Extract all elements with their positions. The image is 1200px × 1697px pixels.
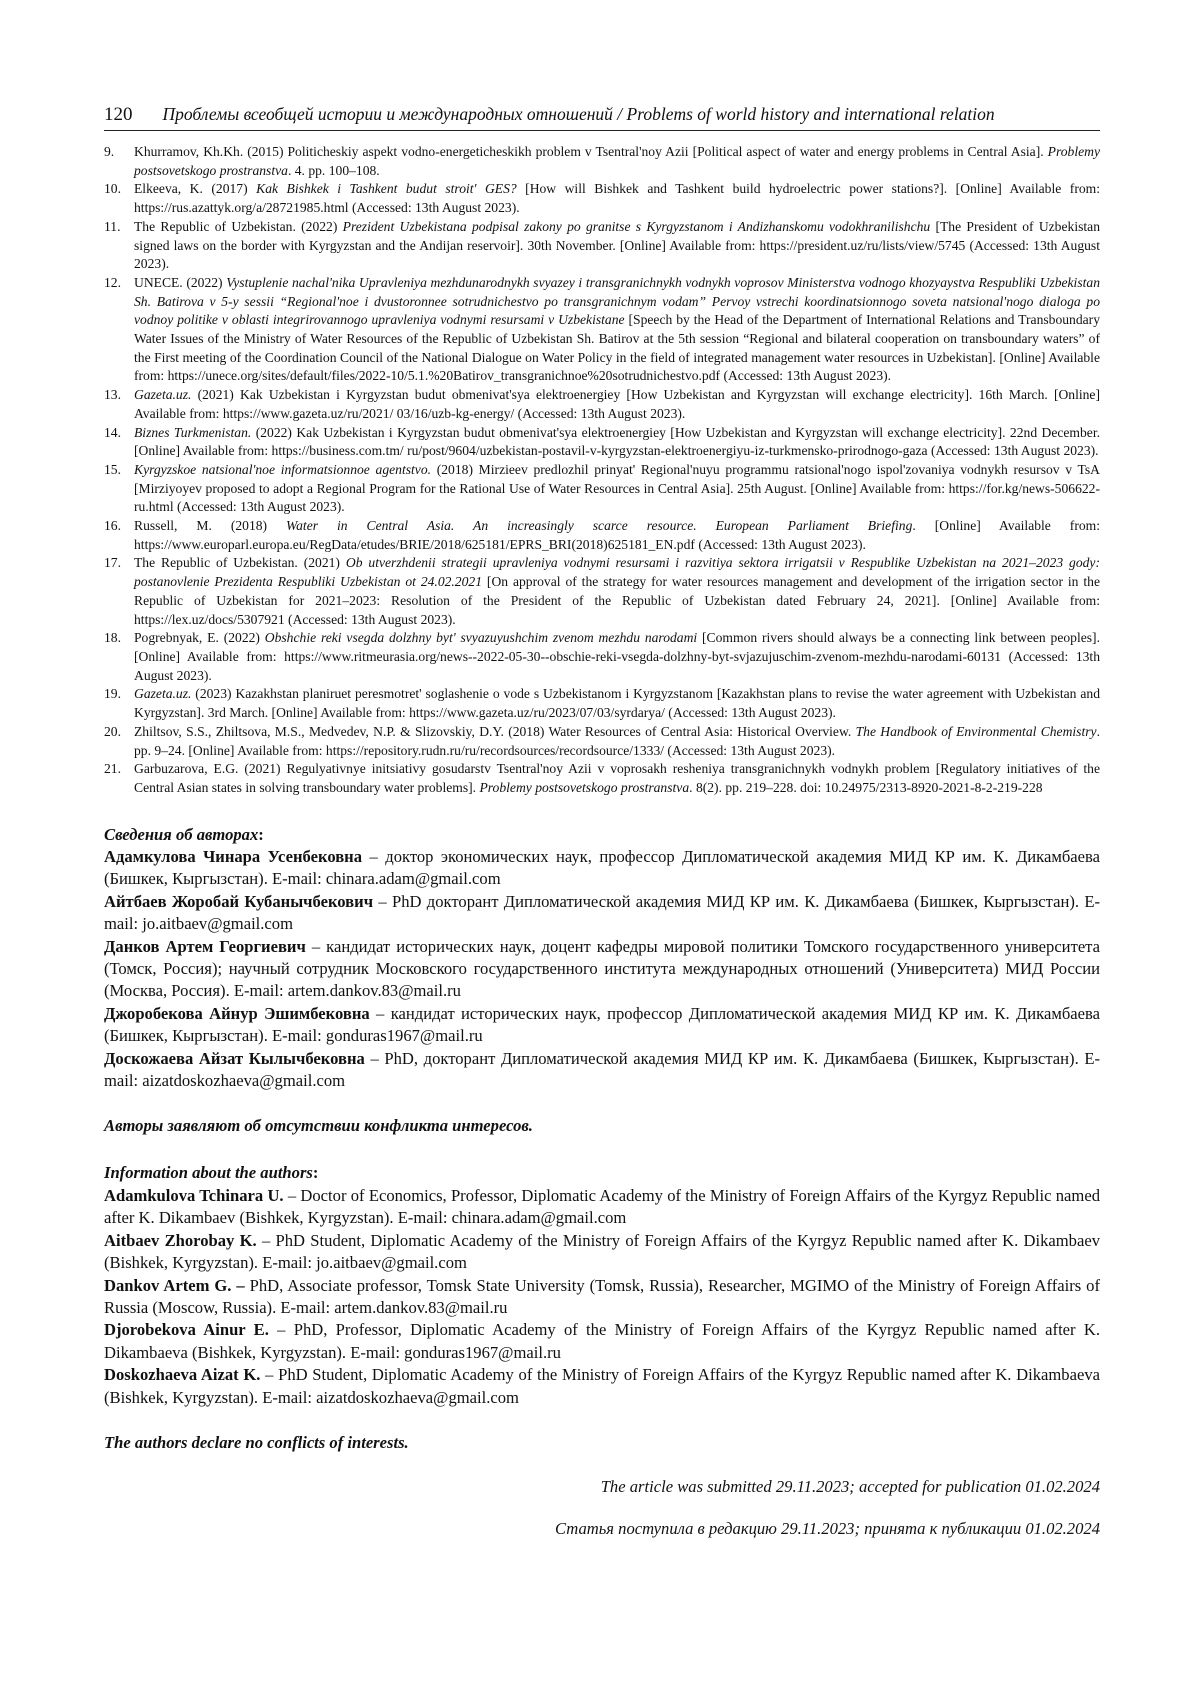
reference-text [134, 517, 1100, 554]
reference-item [104, 517, 1100, 554]
references-list [104, 143, 1100, 798]
reference-number: 16. [104, 518, 121, 534]
reference-number: 20. [104, 723, 121, 739]
reference-fragment: . 8(2). pp. 219–228. doi: 10.24975/2313-8920-2021-8-2-219-228 [689, 779, 1043, 795]
reference-item [104, 685, 1100, 722]
conflict-statement-en: The authors declare no conflicts of interests. [104, 1432, 409, 1452]
reference-item [104, 424, 1100, 461]
reference-fragment: The Handbook of Environmental Chemistry [855, 723, 1097, 739]
author-entry [104, 846, 1100, 891]
reference-fragment: (2023) Kazakhstan planiruet peresmotret' soglashenie o vode s Uzbekistanom i Kyrgyzstanom [Kazakhstan plans to revise the water agreement with Uzbekistan and Kyrgyzstan]. 3rd March. [Online] Available from: https://www.gazeta.uz/ru/2023/07/03/syrdarya/ (Accessed: 13th August 2023). [134, 686, 1100, 721]
page-number: 120 [104, 104, 133, 125]
author-entry [104, 1364, 1100, 1409]
author-description: – PhD Student, Diplomatic Academy of the Ministry of Foreign Affairs of the Kyrgyz Republic named after K. Dikambaev (Bishkek, Kyrgyzstan). E-mail: jo.aitbaev@gmail.com [104, 1230, 1100, 1273]
reference-fragment: [The President of Uzbekistan signed laws on the border with Kyrgyzstan and the Andijan reservoir]. 30th November. [Online] Available from: https://president.uz/ru/lists/view/5745 (Accessed: 13th August 2023). [134, 218, 1100, 272]
reference-fragment: Russell, M. (2018) [134, 518, 287, 534]
reference-text [134, 180, 1100, 217]
reference-text [134, 760, 1100, 797]
reference-fragment: Obshchie reki vsegda dolzhny byt' svyazuyushchim zvenom mezhdu narodami [264, 630, 698, 646]
authors-ru-title: Сведения об авторах [104, 824, 259, 844]
reference-text [134, 723, 1100, 760]
reference-fragment: [Common rivers should always be a connecting link between peoples]. [Online] Available from: https://www.ritmeurasia.org/news--2022-05-30--obschie-reki-vsegda-dolzhny-byt-svjazujuschim-zvenom-mezhdu-narodami-60131 (Accessed: 13th August 2023). [134, 630, 1100, 683]
author-entry [104, 936, 1100, 1003]
reference-fragment: Kyrgyzskoe natsional'noe informatsionnoe agentstvo. [134, 461, 432, 477]
reference-item [104, 629, 1100, 685]
author-entry [104, 1230, 1100, 1275]
reference-text [134, 218, 1100, 274]
reference-number: 21. [104, 761, 121, 777]
author-name: Djorobekova Ainur E. [104, 1320, 269, 1340]
author-description: PhD, Associate professor, Tomsk State University (Tomsk, Russia), Researcher, MGIMO of the Ministry of Foreign Affairs of Russia (Moscow, Russia). E-mail: artem.dankov.83@mail.ru [104, 1275, 1101, 1317]
reference-text [134, 143, 1100, 180]
author-entry [104, 1048, 1100, 1093]
reference-fragment: Biznes Turkmenistan. [134, 424, 252, 440]
authors-en-title: Information about the authors [104, 1163, 313, 1183]
reference-fragment: Ob utverzhdenii strategii upravleniya vodnymi resursami i razvitiya sektora irrigatsii v Respublike Uzbekistan na 2021–2023 gody: postanovlenie Prezidenta Respubliki Uzbekistan ot 24.02.2021 [134, 555, 1100, 590]
author-name: Dankov Artem G. – [104, 1275, 245, 1295]
reference-fragment: Khurramov, Kh.Kh. (2015) Politicheskiy aspekt vodno-energeticheskikh problem v Tsentral'noy Azii [Political aspect of water and energy problems in Central Asia]. [134, 144, 1048, 159]
reference-item [104, 218, 1100, 274]
reference-text [134, 461, 1100, 517]
author-entry [104, 1319, 1100, 1364]
reference-fragment: [Speech by the Head of the Department of International Relations and Transboundary Water Issues of the Ministry of Water Resources of the Republic of Uzbekistan Sh. Batirov at the 5th session “Regional and bilateral cooperation on transboundary waters” of the First meeting of the Coordination Council of the National Dialogue on Water Policy in the field of integrated management water resources in Uzbekistan]. [Online] Available from: https://unece.org/sites/default/files/2022-10/5.1.%20Batirov_transgranichnoe%20sotrudnichestvo.pdf (Accessed: 13th August 2023). [134, 312, 1100, 384]
reference-item [104, 386, 1100, 423]
author-description: – кандидат исторических наук, доцент кафедры мировой политики Томского государственного университета (Томск, Россия); научный сотрудник Московского государственного института международных отношений (Университета) МИД России (Москва, Россия). E-mail: artem.dankov.83@mail.ru [104, 936, 1101, 1001]
authors-info-ru: Сведения об авторах: Адамкулова Чинара Усенбековна – доктор экономических наук, профессор Дипломатической академия МИД КР им. К. Дикамбаева (Бишкек, Кыргызстан). E-mail: chinara.adam@gmail.com Айтбаев Жоробай Кубанычбекович – PhD докторант Дипломатической академия МИД КР им. К. Дикамбаева (Бишкек, Кыргызстан). E-mail: jo.aitbaev@gmail.com Данков Артем Георгиевич – кандидат исторических наук, доцент кафедры мировой политики Томского государственного университета (Томск, Россия); научный сотрудник Московского государственного института международных отношений (Университета) МИД России (Москва, Россия). E-mail: artem.dankov.83@mail.ru Джоробекова Айнур Эшимбековна – кандидат исторических наук, профессор Дипломатической академия МИД КР им. К. Дикамбаева (Бишкек, Кыргызстан). E-mail: gonduras1967@mail.ru Доскожаева Айзат Кылычбековна – PhD, докторант Дипломатической академия МИД КР им. К. Дикамбаева (Бишкек, Кыргызстан). E-mail: aizatdoskozhaeva@gmail.com [104, 824, 1100, 1093]
author-name: Doskozhaeva Aizat K. [104, 1365, 261, 1385]
reference-number: 14. [104, 424, 121, 440]
author-name: Адамкулова Чинара Усенбековна [104, 847, 363, 867]
reference-fragment: Problemy postsovetskogo prostranstva [134, 144, 1100, 178]
reference-fragment: (2018) Mirzieev predlozhil prinyat' Regional'nuyu programmu ratsional'nogo ispol'zovaniya vodnykh resursov v TsA [Mirziyoyev proposed to adopt a Regional Program for the Rational Use of Water Resources in Central Asia]. 25th August. [Online] Available from: https://for.kg/news-506622-ru.html (Accessed: 13th August 2023). [134, 461, 1101, 515]
author-description: – PhD докторант Дипломатической академия МИД КР им. К. Дикамбаева (Бишкек, Кыргызстан). E-mail: jo.aitbaev@gmail.com [104, 891, 1101, 934]
reference-fragment: Water in Central Asia. An increasingly scarce resource. European Parliament Briefing [286, 518, 913, 534]
reference-fragment: . [Online] Available from: https://www.europarl.europa.eu/RegData/etudes/BRIE/2018/625181/EPRS_BRI(2018)625181_EN.pdf (Accessed: 13th August 2023). [134, 518, 1100, 552]
reference-number: 18. [104, 630, 121, 646]
reference-item [104, 760, 1100, 797]
reference-number: 19. [104, 686, 121, 702]
reference-fragment: Elkeeva, K. (2017) [134, 181, 257, 197]
reference-fragment: Pogrebnyak, E. (2022) [134, 630, 265, 646]
reference-fragment: (2022) Kak Uzbekistan i Kyrgyzstan budut obmenivat'sya elektroenergiey [How Uzbekistan and Kyrgyzstan will exchange electricity]. 22nd December. [Online] Available from: https://business.com.tm/ ru/post/9604/uzbekistan-postavil-v-kyrgyzstan-elektroenergiyu-iz-turkmensko-prirodnogo-gaza (Accessed: 13th August 2023). [134, 424, 1101, 459]
author-description: – PhD Student, Diplomatic Academy of the Ministry of Foreign Affairs of the Kyrgyz Republic named after K. Dikambaeva (Bishkek, Kyrgyzstan). E-mail: aizatdoskozhaeva@gmail.com [104, 1365, 1100, 1407]
reference-item [104, 143, 1100, 180]
reference-fragment: The Republic of Uzbekistan. (2022) [134, 218, 343, 234]
author-name: Aitbaev Zhorobay K. [104, 1230, 257, 1250]
reference-number: 9. [104, 144, 115, 159]
page [104, 104, 1100, 1539]
reference-item [104, 461, 1100, 517]
author-entry [104, 1275, 1100, 1320]
author-description: – доктор экономических наук, профессор Дипломатической академия МИД КР им. К. Дикамбаева (Бишкек, Кыргызстан). E-mail: chinara.adam@gmail.com [104, 847, 1100, 889]
reference-fragment: (2021) Kak Uzbekistan i Kyrgyzstan budut obmenivat'sya elektroenergiey [How Uzbekistan and Kyrgyzstan will exchange electricity]. 16th March. [Online] Available from: https://www.gazeta.uz/ru/2021/ 03/16/uzb-kg-energy/ (Accessed: 13th August 2023). [134, 387, 1100, 421]
author-name: Adamkulova Tchinara U. [104, 1185, 284, 1205]
reference-number: 12. [104, 274, 121, 290]
reference-item [104, 180, 1100, 217]
reference-fragment: Garbuzarova, E.G. (2021) Regulyativnye initsiativy gosudarstv Tsentral'noy Azii v voprosakh resheniya transgranichnykh vodnykh problem [Regulatory initiatives of the Central Asian states in solving transboundary water problems]. [134, 761, 1100, 795]
reference-fragment: Kak Bishkek i Tashkent budut stroit' GES? [256, 181, 517, 197]
reference-number: 13. [104, 387, 121, 403]
author-entry [104, 1185, 1100, 1230]
reference-number: 10. [104, 181, 121, 197]
author-name: Джоробекова Айнур Эшимбековна [104, 1003, 370, 1023]
author-description: – кандидат исторических наук, профессор Дипломатической академия МИД КР им. К. Дикамбаева (Бишкек, Кыргызстан). E-mail: gonduras1967@mail.ru [104, 1003, 1100, 1046]
author-entry [104, 1003, 1100, 1048]
reference-item [104, 723, 1100, 760]
reference-number: 17. [104, 555, 121, 571]
submission-dates-en: The article was submitted 29.11.2023; accepted for publication 01.02.2024 [600, 1476, 1100, 1496]
reference-fragment: Zhiltsov, S.S., Zhiltsova, M.S., Medvedev, N.P. & Slizovskiy, D.Y. (2018) Water Resources of Central Asia: Historical Overview. [134, 723, 856, 739]
reference-text [134, 629, 1100, 685]
reference-number: 11. [104, 218, 121, 234]
authors-info-en: Information about the authors: Adamkulova Tchinara U. – Doctor of Economics, Professor, Diplomatic Academy of the Ministry of Foreign Affairs of the Kyrgyz Republic named after K. Dikambaev (Bishkek, Kyrgyzstan). E-mail: chinara.adam@gmail.com Aitbaev Zhorobay K. – PhD Student, Diplomatic Academy of the Ministry of Foreign Affairs of the Kyrgyz Republic named after K. Dikambaev (Bishkek, Kyrgyzstan). E-mail: jo.aitbaev@gmail.com Dankov Artem G. – PhD, Associate professor, Tomsk State University (Tomsk, Russia), Researcher, MGIMO of the Ministry of Foreign Affairs of Russia (Moscow, Russia). E-mail: artem.dankov.83@mail.ru Djorobekova Ainur E. – PhD, Professor, Diplomatic Academy of the Ministry of Foreign Affairs of the Kyrgyz Republic named after K. Dikambaeva (Bishkek, Kyrgyzstan). E-mail: gonduras1967@mail.ru Doskozhaeva Aizat K. – PhD Student, Diplomatic Academy of the Ministry of Foreign Affairs of the Kyrgyz Republic named after K. Dikambaeva (Bishkek, Kyrgyzstan). E-mail: aizatdoskozhaeva@gmail.com [104, 1162, 1100, 1408]
reference-fragment: Gazeta.uz. [134, 686, 192, 702]
author-entry [104, 891, 1100, 936]
reference-text [134, 274, 1100, 386]
reference-fragment: [How will Bishkek and Tashkent build hydroelectric power stations?]. [Online] Available from: https://rus.azattyk.org/a/28721985.html (Accessed: 13th August 2023). [134, 181, 1100, 216]
reference-text [134, 554, 1100, 629]
reference-fragment: Problemy postsovetskogo prostranstva [479, 779, 690, 795]
reference-text [134, 424, 1100, 461]
reference-fragment: The Republic of Uzbekistan. (2021) [134, 555, 346, 571]
author-description: – Doctor of Economics, Professor, Diplomatic Academy of the Ministry of Foreign Affairs of the Kyrgyz Republic named after K. Dikambaev (Bishkek, Kyrgyzstan). E-mail: chinara.adam@gmail.com [104, 1185, 1100, 1228]
reference-text [134, 685, 1100, 722]
reference-item [104, 274, 1100, 386]
conflict-statement-ru: Авторы заявляют об отсутствии конфликта интересов. [104, 1116, 533, 1136]
author-description: – PhD, докторант Дипломатической академия МИД КР им. К. Дикамбаева (Бишкек, Кыргызстан). E-mail: aizatdoskozhaeva@gmail.com [104, 1048, 1101, 1091]
reference-number: 15. [104, 461, 121, 477]
journal-title: Проблемы всеобщей истории и международных отношений / Problems of world history and international relation [162, 104, 995, 124]
author-name: Данков Артем Георгиевич [104, 936, 306, 956]
reference-fragment: [On approval of the strategy for water resources management and development of the irrigation sector in the Republic of Uzbekistan for 2021–2023: Resolution of the President of the Republic of Uzbekistan dated February 24, 2021]. [Online] Available from: https://lex.uz/docs/5307921 (Accessed: 13th August 2023). [134, 574, 1100, 627]
reference-fragment: Prezident Uzbekistana podpisal zakony po granitse s Kyrgyzstanom i Andizhanskomu vodokhranilishchu [342, 218, 931, 234]
reference-fragment: . pp. 9–24. [Online] Available from: https://repository.rudn.ru/ru/recordsources/recordsource/1333/ (Accessed: 13th August 2023). [134, 723, 1100, 758]
reference-fragment: . 4. pp. 100–108. [287, 162, 380, 178]
reference-fragment: Vystuplenie nachal'nika Upravleniya mezhdunarodnykh svyazey i transgranichnykh vodnykh voprosov Ministerstva vodnogo khozyaystva Respubliki Uzbekistan Sh. Batirova v 5-y sessii “Regional'noe i dvustoronnee sotrudnichestvo po transgranichnym vodam” Pervoy vstrechi koordinatsionnogo soveta natsional'nogo dialoga po vodnoy politike v oblasti integrirovannogo upravleniya vodnymi resursami v Uzbekistane [134, 274, 1100, 328]
reference-fragment: UNECE. (2022) [134, 274, 227, 290]
author-description: – PhD, Professor, Diplomatic Academy of the Ministry of Foreign Affairs of the Kyrgyz Republic named after K. Dikambaeva (Bishkek, Kyrgyzstan). E-mail: gonduras1967@mail.ru [104, 1320, 1100, 1362]
reference-text [134, 386, 1100, 423]
author-name: Доскожаева Айзат Кылычбековна [104, 1048, 365, 1068]
reference-fragment: Gazeta.uz. [134, 387, 192, 403]
running-header [104, 104, 1100, 131]
author-name: Айтбаев Жоробай Кубанычбекович [104, 891, 374, 911]
reference-item [104, 554, 1100, 629]
submission-dates-ru: Статья поступила в редакцию 29.11.2023; принята к публикации 01.02.2024 [554, 1518, 1100, 1538]
